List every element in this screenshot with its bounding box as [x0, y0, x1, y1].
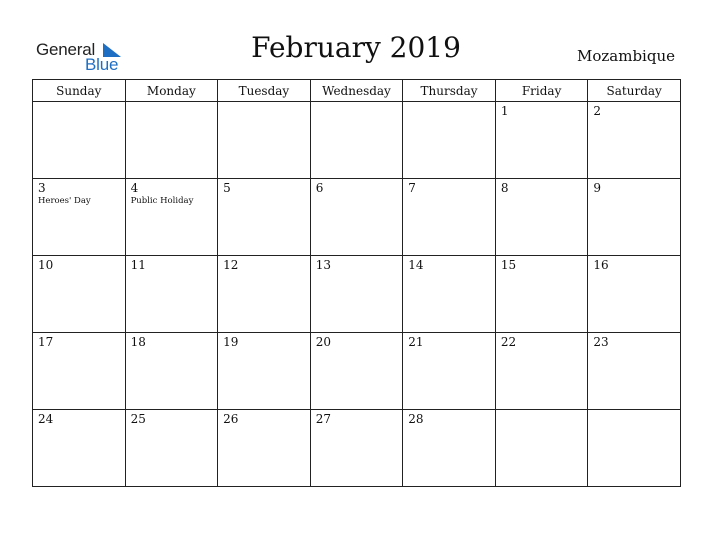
day-cell	[588, 256, 681, 333]
week-row	[33, 102, 681, 179]
day-number: 9	[593, 181, 602, 195]
day-cell	[33, 102, 126, 179]
day-number: 18	[130, 335, 146, 349]
day-cell	[310, 256, 403, 333]
day-number: 14	[408, 258, 424, 272]
day-cell	[33, 410, 126, 487]
weekday-header: Saturday	[588, 80, 681, 102]
day-number: 21	[408, 335, 424, 349]
day-number	[403, 102, 495, 104]
day-cell	[33, 179, 126, 256]
weekday-header-row	[33, 80, 681, 102]
day-cell	[218, 410, 311, 487]
day-cell	[403, 410, 496, 487]
day-cell	[588, 410, 681, 487]
day-cell	[310, 102, 403, 179]
day-cell	[588, 333, 681, 410]
weekday-header: Wednesday	[310, 80, 403, 102]
day-number: 17	[38, 335, 54, 349]
day-number: 8	[500, 181, 509, 195]
day-number: 12	[223, 258, 239, 272]
day-number	[496, 410, 588, 412]
day-cell	[495, 179, 588, 256]
day-number: 26	[223, 412, 239, 426]
weekday-header: Sunday	[33, 80, 126, 102]
day-number	[33, 102, 125, 104]
day-number: 13	[315, 258, 331, 272]
day-number: 16	[593, 258, 609, 272]
day-number: 25	[130, 412, 146, 426]
day-cell	[495, 410, 588, 487]
day-number: 23	[593, 335, 609, 349]
country-label: Mozambique	[577, 47, 675, 65]
day-cell	[125, 179, 218, 256]
day-number	[126, 102, 218, 104]
day-cell	[125, 333, 218, 410]
weekday-header: Thursday	[403, 80, 496, 102]
day-number: 3	[38, 181, 46, 195]
day-number: 15	[500, 258, 517, 272]
day-number: 1	[500, 104, 509, 118]
day-cell	[125, 102, 218, 179]
day-number: 22	[500, 335, 517, 349]
day-number: 10	[38, 258, 54, 272]
weekday-header: Monday	[125, 80, 218, 102]
day-cell	[310, 333, 403, 410]
week-row	[33, 179, 681, 256]
day-cell	[33, 256, 126, 333]
day-cell	[33, 333, 126, 410]
day-cell	[495, 256, 588, 333]
day-cell	[403, 256, 496, 333]
day-cell	[125, 256, 218, 333]
logo-text-blue: Blue	[85, 55, 119, 74]
week-row	[33, 333, 681, 410]
day-number: 2	[593, 104, 602, 118]
calendar-title: February 2019	[251, 31, 461, 64]
day-cell	[495, 333, 588, 410]
day-number	[311, 102, 403, 104]
weekday-header: Tuesday	[218, 80, 311, 102]
day-cell	[588, 179, 681, 256]
day-number: 27	[315, 412, 331, 426]
day-cell	[588, 102, 681, 179]
day-cell	[125, 410, 218, 487]
day-number: 20	[315, 335, 331, 349]
holiday-label: Public Holiday	[130, 196, 194, 206]
weekday-header: Friday	[495, 80, 588, 102]
day-cell	[403, 179, 496, 256]
day-number: 11	[130, 258, 146, 272]
holiday-label: Heroes' Day	[38, 196, 91, 206]
day-number: 6	[315, 181, 324, 195]
day-number	[218, 102, 310, 104]
day-cell	[310, 179, 403, 256]
calendar-grid	[32, 79, 681, 487]
day-cell	[218, 333, 311, 410]
logo-text-general: General	[36, 40, 96, 59]
day-number: 24	[38, 412, 54, 426]
day-number: 4	[130, 181, 139, 195]
week-row	[33, 256, 681, 333]
day-cell	[403, 102, 496, 179]
day-number: 5	[223, 181, 231, 195]
day-cell	[403, 333, 496, 410]
day-cell	[218, 102, 311, 179]
day-cell	[218, 179, 311, 256]
week-row	[33, 410, 681, 487]
day-cell	[218, 256, 311, 333]
day-number: 28	[408, 412, 424, 426]
day-cell	[310, 410, 403, 487]
day-number: 7	[408, 181, 416, 195]
day-number: 19	[223, 335, 239, 349]
day-cell	[495, 102, 588, 179]
day-number	[588, 410, 680, 412]
